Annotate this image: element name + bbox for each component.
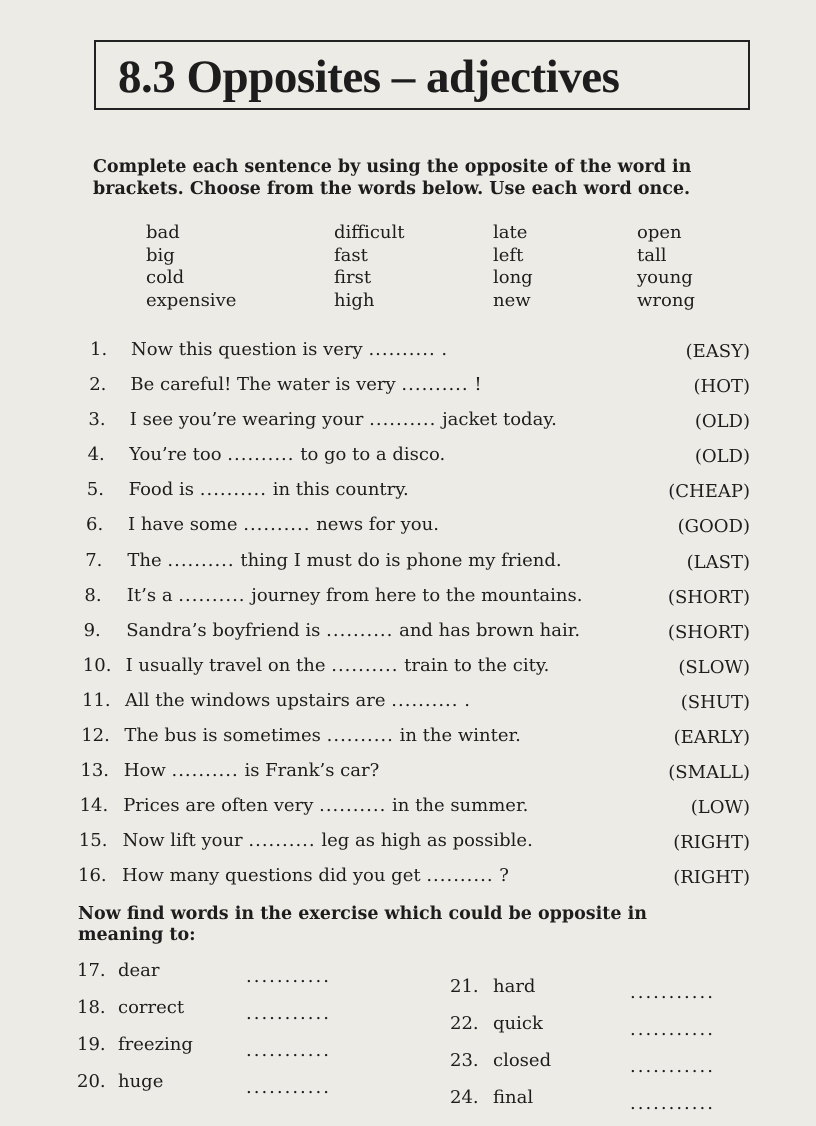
question-number: 14. bbox=[79, 795, 109, 817]
question-text bbox=[127, 550, 561, 571]
vocab-word: hard bbox=[493, 976, 536, 997]
question-before: I see you’re wearing your bbox=[129, 409, 364, 431]
vocab-item bbox=[0, 960, 408, 997]
question-text bbox=[129, 444, 445, 465]
question-row bbox=[0, 757, 816, 792]
question-hint: (SMALL) bbox=[668, 762, 750, 784]
word-bank-word: open bbox=[637, 222, 682, 243]
part2-instructions: Now find words in the exercise which could be opposite in meaning to: bbox=[78, 904, 647, 945]
question-hint: (RIGHT) bbox=[673, 867, 750, 889]
answer-blank[interactable]: .......... bbox=[178, 584, 246, 606]
answer-blank[interactable]: .......... bbox=[199, 479, 267, 501]
question-hint: (SLOW) bbox=[678, 656, 750, 678]
answer-blank[interactable]: .......... bbox=[391, 689, 459, 711]
question-text bbox=[130, 409, 557, 430]
vocab-answer-blank[interactable]: ........... bbox=[630, 1093, 715, 1114]
vocab-word: quick bbox=[493, 1013, 543, 1034]
question-number: 12. bbox=[81, 725, 110, 747]
answer-blank[interactable]: .......... bbox=[331, 654, 399, 676]
question-hint: (SHORT) bbox=[667, 621, 750, 643]
question-before: Food is bbox=[128, 479, 195, 501]
question-after: . bbox=[441, 339, 448, 360]
part2-left-column bbox=[0, 960, 408, 1108]
answer-blank[interactable]: .......... bbox=[426, 865, 494, 887]
word-bank-word: expensive bbox=[146, 289, 237, 311]
answer-blank[interactable]: .......... bbox=[167, 549, 235, 571]
vocab-item bbox=[408, 976, 816, 1013]
question-before: I have some bbox=[128, 514, 238, 536]
instructions: Complete each sentence by using the opposite of the word in brackets. Choose from the words below. Use each word once. bbox=[93, 157, 692, 199]
question-row bbox=[0, 476, 816, 511]
answer-blank[interactable]: .......... bbox=[369, 409, 437, 431]
question-before: Now this question is very bbox=[131, 339, 363, 360]
question-number: 13. bbox=[80, 760, 110, 782]
vocab-number: 24. bbox=[450, 1087, 479, 1108]
word-bank-word: big bbox=[146, 244, 175, 266]
question-hint: (RIGHT) bbox=[673, 832, 750, 854]
question-after: news for you. bbox=[316, 514, 439, 536]
question-text bbox=[125, 690, 470, 711]
vocab-item bbox=[408, 1050, 816, 1087]
question-hint: (EASY) bbox=[685, 341, 750, 362]
question-row bbox=[0, 722, 816, 757]
question-before: Be careful! The water is very bbox=[130, 374, 396, 396]
question-text bbox=[126, 655, 550, 676]
page-title: 8.3 Opposites – adjectives bbox=[118, 51, 620, 103]
question-before: The bus is sometimes bbox=[124, 725, 321, 747]
question-row bbox=[0, 792, 816, 827]
word-bank-word: fast bbox=[334, 244, 368, 266]
vocab-answer-blank[interactable]: ........... bbox=[246, 966, 331, 987]
vocab-item bbox=[408, 1013, 816, 1050]
vocab-word: dear bbox=[118, 960, 160, 981]
question-number: 11. bbox=[82, 689, 111, 711]
question-text bbox=[124, 760, 379, 781]
question-text bbox=[130, 374, 481, 395]
question-row bbox=[0, 652, 816, 687]
question-hint: (GOOD) bbox=[677, 516, 750, 538]
question-number: 8. bbox=[84, 584, 102, 606]
answer-blank[interactable]: .......... bbox=[326, 725, 394, 747]
vocab-word: closed bbox=[493, 1050, 552, 1071]
vocab-item bbox=[0, 1034, 408, 1071]
exercise-questions bbox=[0, 336, 816, 898]
question-row bbox=[0, 371, 816, 406]
question-after: ! bbox=[474, 374, 482, 396]
question-row bbox=[0, 827, 816, 862]
question-row bbox=[0, 336, 816, 371]
word-bank-word: left bbox=[493, 244, 524, 266]
answer-blank[interactable]: .......... bbox=[368, 339, 436, 360]
word-bank-column bbox=[334, 222, 405, 312]
question-before: You’re too bbox=[129, 444, 222, 466]
answer-blank[interactable]: .......... bbox=[171, 760, 239, 782]
vocab-answer-blank[interactable]: ........... bbox=[246, 1003, 331, 1024]
word-bank-column bbox=[146, 222, 236, 312]
question-hint: (CHEAP) bbox=[668, 481, 750, 503]
question-after: to go to a disco. bbox=[300, 444, 446, 466]
question-text bbox=[131, 339, 447, 360]
question-text bbox=[122, 865, 509, 886]
question-row bbox=[0, 406, 816, 441]
vocab-answer-blank[interactable]: ........... bbox=[630, 1056, 715, 1077]
question-number: 9. bbox=[83, 619, 101, 641]
answer-blank[interactable]: .......... bbox=[227, 444, 295, 466]
question-hint: (OLD) bbox=[694, 411, 750, 433]
question-after: jacket today. bbox=[442, 409, 557, 431]
question-after: journey from here to the mountains. bbox=[251, 584, 583, 606]
question-after: ? bbox=[499, 865, 509, 887]
vocab-answer-blank[interactable]: ........... bbox=[246, 1040, 331, 1061]
word-bank-word: first bbox=[334, 267, 372, 288]
word-bank-column bbox=[637, 222, 695, 312]
question-number: 6. bbox=[86, 514, 104, 536]
word-bank-word: wrong bbox=[637, 289, 695, 311]
question-number: 1. bbox=[90, 339, 108, 360]
word-bank-word: long bbox=[493, 267, 533, 288]
question-hint: (LAST) bbox=[686, 551, 750, 573]
question-text bbox=[124, 725, 520, 746]
question-after: is Frank’s car? bbox=[244, 760, 380, 782]
question-hint: (EARLY) bbox=[673, 727, 750, 749]
question-before: I usually travel on the bbox=[125, 654, 326, 676]
answer-blank[interactable]: .......... bbox=[248, 830, 316, 852]
vocab-word: freezing bbox=[118, 1034, 193, 1055]
question-before: How bbox=[123, 760, 166, 782]
word-bank-word: cold bbox=[146, 267, 185, 288]
word-bank-word: young bbox=[637, 267, 693, 288]
word-bank bbox=[0, 222, 816, 314]
question-before: How many questions did you get bbox=[122, 865, 421, 887]
question-before: The bbox=[127, 549, 162, 571]
word-bank-word: difficult bbox=[334, 222, 405, 243]
question-text bbox=[128, 514, 439, 535]
question-after: in this country. bbox=[272, 479, 409, 501]
question-number: 16. bbox=[78, 865, 107, 887]
question-after: thing I must do is phone my friend. bbox=[240, 549, 562, 571]
question-number: 4. bbox=[87, 444, 105, 466]
word-bank-column bbox=[493, 222, 533, 312]
question-after: and has brown hair. bbox=[399, 619, 581, 641]
question-text bbox=[123, 795, 528, 816]
question-row bbox=[0, 547, 816, 582]
question-after: . bbox=[464, 689, 470, 711]
vocab-answer-blank[interactable]: ........... bbox=[246, 1077, 331, 1098]
question-hint: (LOW) bbox=[690, 797, 750, 819]
question-before: All the windows upstairs are bbox=[125, 689, 386, 711]
question-after: in the winter. bbox=[399, 725, 521, 747]
question-before: Prices are often very bbox=[123, 795, 314, 817]
question-hint: (HOT) bbox=[693, 376, 750, 398]
vocab-answer-blank[interactable]: ........... bbox=[630, 1019, 715, 1040]
question-row bbox=[0, 582, 816, 617]
vocab-number: 20. bbox=[77, 1071, 106, 1092]
vocab-item bbox=[0, 1071, 408, 1108]
question-row bbox=[0, 511, 816, 546]
question-text bbox=[127, 585, 583, 606]
question-before: It’s a bbox=[126, 584, 173, 606]
word-bank-word: new bbox=[493, 289, 531, 311]
question-hint: (SHUT) bbox=[680, 691, 750, 713]
question-text bbox=[123, 830, 533, 851]
answer-blank[interactable]: .......... bbox=[401, 374, 469, 396]
question-hint: (SHORT) bbox=[667, 586, 750, 608]
question-hint: (OLD) bbox=[694, 446, 750, 468]
question-text bbox=[126, 620, 580, 641]
question-before: Now lift your bbox=[122, 830, 243, 852]
question-row bbox=[0, 687, 816, 722]
answer-blank[interactable]: .......... bbox=[319, 795, 387, 817]
question-before: Sandra’s boyfriend is bbox=[126, 619, 321, 641]
question-number: 2. bbox=[89, 374, 107, 396]
question-row bbox=[0, 862, 816, 897]
vocab-word: final bbox=[493, 1087, 534, 1108]
vocab-number: 23. bbox=[450, 1050, 479, 1071]
question-number: 15. bbox=[78, 830, 108, 852]
question-number: 5. bbox=[86, 479, 104, 501]
vocab-number: 22. bbox=[450, 1013, 479, 1034]
vocab-number: 17. bbox=[77, 960, 106, 981]
vocab-number: 18. bbox=[77, 997, 106, 1018]
question-after: in the summer. bbox=[392, 795, 529, 817]
word-bank-word: late bbox=[493, 222, 528, 243]
question-row bbox=[0, 617, 816, 652]
question-row bbox=[0, 441, 816, 476]
word-bank-word: bad bbox=[146, 222, 180, 243]
word-bank-word: tall bbox=[637, 244, 667, 266]
vocab-answer-blank[interactable]: ........... bbox=[630, 982, 715, 1003]
vocab-item bbox=[408, 1087, 816, 1124]
question-number: 7. bbox=[85, 549, 103, 571]
question-after: leg as high as possible. bbox=[321, 830, 533, 852]
question-number: 3. bbox=[88, 409, 106, 431]
vocab-word: correct bbox=[118, 997, 185, 1018]
vocab-number: 21. bbox=[450, 976, 479, 997]
answer-blank[interactable]: .......... bbox=[243, 514, 311, 536]
part2-right-column bbox=[408, 976, 816, 1124]
word-bank-word: high bbox=[334, 289, 375, 311]
question-text bbox=[129, 479, 409, 500]
vocab-item bbox=[0, 997, 408, 1034]
question-number: 10. bbox=[82, 654, 112, 676]
question-after: train to the city. bbox=[404, 654, 550, 676]
title-box bbox=[94, 40, 750, 110]
vocab-word: huge bbox=[118, 1071, 164, 1092]
vocab-number: 19. bbox=[77, 1034, 106, 1055]
answer-blank[interactable]: .......... bbox=[326, 619, 394, 641]
